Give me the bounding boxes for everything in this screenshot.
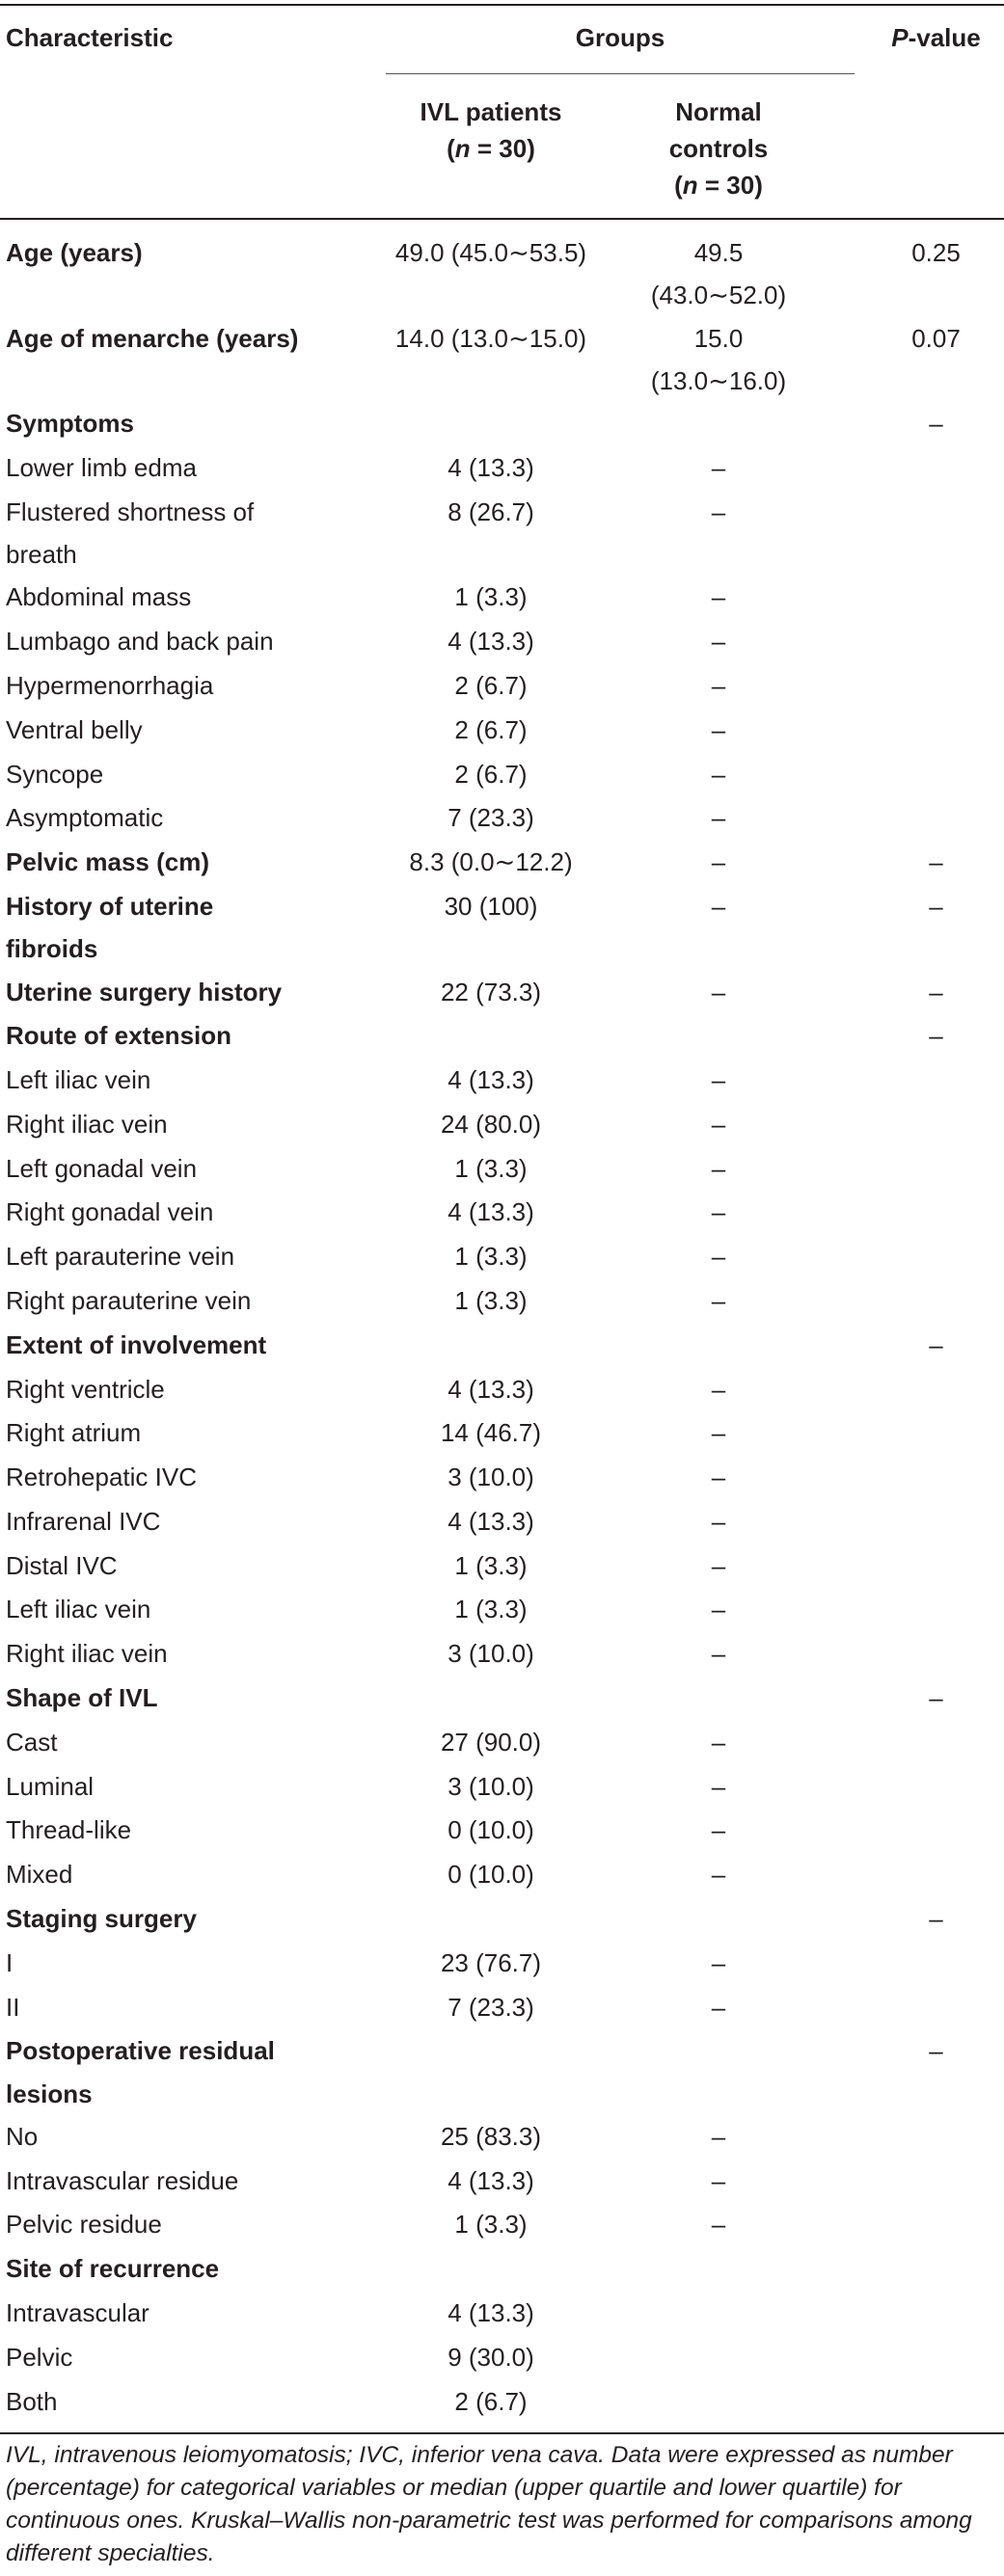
cell-normal-controls: – xyxy=(711,1639,726,1669)
table-row xyxy=(0,1324,1004,1368)
cell-normal-controls: – xyxy=(711,1992,726,2022)
header-characteristic: Characteristic xyxy=(6,23,174,52)
cell-ivl-patients: 22 (73.3) xyxy=(440,977,542,1006)
row-label: No xyxy=(6,2121,39,2151)
table-row xyxy=(0,1588,1004,1632)
header-pvalue xyxy=(868,19,1004,56)
cell-ivl-patients: 8.3 (0.0∼12.2) xyxy=(409,847,573,877)
cell-normal-controls: – xyxy=(711,1550,726,1580)
row-heading: Age (years) xyxy=(6,238,143,267)
table-row xyxy=(0,1411,1004,1456)
cell-ivl-patients: 1 (3.3) xyxy=(454,1595,528,1624)
row-label: Asymptomatic xyxy=(6,803,164,833)
cell-normal-controls: – xyxy=(711,1771,726,1801)
row-label: Right gonadal vein xyxy=(6,1197,214,1227)
row-heading: Symptoms xyxy=(6,409,134,439)
paren-open: ( xyxy=(447,134,455,163)
cell-normal-controls: – xyxy=(711,1595,726,1624)
row-label: Syncope xyxy=(6,759,104,789)
row-heading: Postoperative residual lesions xyxy=(6,2036,275,2108)
header-ivl-patients xyxy=(386,94,596,167)
header-rule xyxy=(0,218,1004,220)
cell-ivl-patients: 1 (3.3) xyxy=(454,2210,528,2240)
cell-normal-controls: 15.0 (13.0∼16.0) xyxy=(650,323,787,395)
cell-normal-controls: – xyxy=(711,1815,726,1845)
table-row xyxy=(0,317,1004,403)
cell-ivl-patients: 24 (80.0) xyxy=(440,1109,542,1139)
cell-ivl-patients: 4 (13.3) xyxy=(448,1197,534,1227)
row-label: Left iliac vein xyxy=(6,1065,151,1095)
cell-normal-controls: – xyxy=(711,2121,726,2151)
table-row xyxy=(0,1853,1004,1897)
header-normal-controls xyxy=(608,94,829,203)
cell-ivl-patients: 4 (13.3) xyxy=(448,453,534,483)
cell-normal-controls: – xyxy=(711,714,726,744)
table-row xyxy=(0,446,1004,491)
cell-ivl-patients: 4 (13.3) xyxy=(448,2298,534,2328)
table-row xyxy=(0,1059,1004,1103)
row-heading: Extent of involvement xyxy=(6,1329,267,1359)
cell-ivl-patients: 4 (13.3) xyxy=(448,2165,534,2195)
cell-ivl-patients: 7 (23.3) xyxy=(448,1992,534,2022)
cell-normal-controls: – xyxy=(711,1418,726,1448)
cell-pvalue: – xyxy=(929,1903,943,1933)
cell-ivl-patients: 27 (90.0) xyxy=(440,1727,542,1757)
row-label: Right ventricle xyxy=(6,1374,165,1404)
cell-ivl-patients: 23 (76.7) xyxy=(440,1947,542,1977)
row-label: Flustered shortness of breath xyxy=(6,496,255,570)
cell-ivl-patients: 3 (10.0) xyxy=(448,1639,534,1669)
cell-ivl-patients: 9 (30.0) xyxy=(448,2342,534,2372)
cell-normal-controls: – xyxy=(711,1727,726,1757)
table-row xyxy=(0,1368,1004,1412)
cell-ivl-patients: 14.0 (13.0∼15.0) xyxy=(394,323,587,353)
table-row xyxy=(0,753,1004,797)
cell-normal-controls: – xyxy=(711,891,726,921)
cell-ivl-patients: 1 (3.3) xyxy=(454,1286,528,1315)
cell-normal-controls: – xyxy=(711,582,726,612)
cell-normal-controls: – xyxy=(711,2210,726,2240)
table-row xyxy=(0,971,1004,1015)
cell-pvalue: – xyxy=(929,847,943,877)
cell-ivl-patients: 2 (6.7) xyxy=(454,671,528,700)
header-pvalue-italic: P xyxy=(891,23,909,52)
cell-ivl-patients: 8 (26.7) xyxy=(448,496,534,526)
table-row xyxy=(0,620,1004,664)
row-label: Lumbago and back pain xyxy=(6,627,274,657)
table-row xyxy=(0,1456,1004,1500)
row-label: Thread-like xyxy=(6,1815,132,1845)
cell-ivl-patients: 25 (83.3) xyxy=(440,2121,542,2151)
row-label: Hypermenorrhagia xyxy=(6,671,214,700)
table-row xyxy=(0,1103,1004,1147)
table-row xyxy=(0,2292,1004,2336)
row-heading: Staging surgery xyxy=(6,1903,197,1933)
row-label: Pelvic xyxy=(6,2342,73,2372)
table-row xyxy=(0,491,1004,577)
table-row xyxy=(0,1235,1004,1279)
table-row xyxy=(0,1014,1004,1059)
row-label: Right parauterine vein xyxy=(6,1286,252,1315)
cell-normal-controls: – xyxy=(711,1153,726,1183)
n-symbol: n xyxy=(454,134,471,163)
table-body xyxy=(0,231,1004,2424)
cell-ivl-patients: 0 (10.0) xyxy=(448,1860,534,1890)
table-row xyxy=(0,1677,1004,1721)
header-normal-line3 xyxy=(608,167,829,203)
row-label: Both xyxy=(6,2386,58,2416)
header-groups: Groups xyxy=(575,23,665,52)
bottom-rule xyxy=(0,2432,1004,2434)
header-normal-line1: Normal xyxy=(675,97,762,126)
cell-pvalue: – xyxy=(929,891,943,921)
cell-normal-controls: – xyxy=(711,803,726,833)
row-heading: Shape of IVL xyxy=(6,1683,158,1713)
header-pvalue-rest: -value xyxy=(908,23,981,52)
header-normal-line2: controls xyxy=(668,134,769,163)
row-label: Left gonadal vein xyxy=(6,1153,198,1183)
row-label: II xyxy=(6,1992,20,2022)
cell-normal-controls: – xyxy=(711,847,726,877)
cell-normal-controls: – xyxy=(711,671,726,700)
row-label: Right iliac vein xyxy=(6,1639,168,1669)
paren-open: ( xyxy=(674,171,683,200)
table-row xyxy=(0,1147,1004,1192)
row-label: Infrarenal IVC xyxy=(6,1506,161,1536)
table-row xyxy=(0,1809,1004,1853)
groups-underline xyxy=(386,73,855,74)
cell-pvalue: – xyxy=(929,1683,943,1713)
cell-normal-controls: – xyxy=(711,1374,726,1404)
table-row xyxy=(0,2247,1004,2292)
cell-ivl-patients: 0 (10.0) xyxy=(448,1815,534,1845)
cell-ivl-patients: 2 (6.7) xyxy=(454,759,528,789)
cell-normal-controls: – xyxy=(711,1506,726,1536)
table-footnote: IVL, intravenous leiomyomatosis; IVC, inferior vena cava. Data were expressed as number (percentage) for categorical variables or median (upper quartile and lower quartile) for continuous ones. Kruskal–Wallis non-parametric test was performed for comparisons among different specialties. xyxy=(6,2442,972,2566)
cell-normal-controls: – xyxy=(711,1462,726,1492)
row-label: Luminal xyxy=(6,1771,95,1801)
cell-normal-controls: – xyxy=(711,977,726,1006)
row-heading: History of uterine fibroids xyxy=(6,891,214,964)
cell-pvalue: – xyxy=(929,1021,943,1051)
cell-normal-controls: – xyxy=(711,1242,726,1272)
table-row xyxy=(0,664,1004,709)
row-label: Intravascular xyxy=(6,2298,149,2328)
header-ivl-line2 xyxy=(386,130,596,167)
cell-normal-controls: – xyxy=(711,1286,726,1315)
table-row xyxy=(0,2203,1004,2247)
table-row xyxy=(0,402,1004,446)
cell-ivl-patients: 30 (100) xyxy=(444,891,538,921)
row-label: Lower limb edma xyxy=(6,453,197,483)
table-row xyxy=(0,1942,1004,1986)
table-row xyxy=(0,1986,1004,2030)
cell-ivl-patients: 7 (23.3) xyxy=(448,803,534,833)
cell-ivl-patients: 14 (46.7) xyxy=(440,1418,542,1448)
row-label: Left iliac vein xyxy=(6,1595,151,1624)
cell-ivl-patients: 2 (6.7) xyxy=(454,2386,528,2416)
table-row xyxy=(0,1191,1004,1235)
table-row xyxy=(0,1765,1004,1810)
top-rule xyxy=(0,4,1004,6)
header-ivl-line1: IVL patients xyxy=(420,97,562,126)
table-row xyxy=(0,1500,1004,1544)
row-heading: Site of recurrence xyxy=(6,2254,220,2284)
table-row xyxy=(0,1897,1004,1942)
table-row xyxy=(0,1721,1004,1765)
row-label: I xyxy=(6,1947,14,1977)
n-value: = 30) xyxy=(697,171,763,200)
cell-ivl-patients: 4 (13.3) xyxy=(448,1065,534,1095)
cell-ivl-patients: 4 (13.3) xyxy=(448,1506,534,1536)
cell-ivl-patients: 2 (6.7) xyxy=(454,714,528,744)
cell-ivl-patients: 4 (13.3) xyxy=(448,1374,534,1404)
row-label: Pelvic residue xyxy=(6,2210,162,2240)
row-label: Ventral belly xyxy=(6,714,143,744)
cell-normal-controls: – xyxy=(711,2165,726,2195)
row-label: Left parauterine vein xyxy=(6,1242,235,1272)
cell-normal-controls: – xyxy=(711,1109,726,1139)
cell-ivl-patients: 3 (10.0) xyxy=(448,1462,534,1492)
table-row xyxy=(0,1279,1004,1324)
row-heading: Route of extension xyxy=(6,1021,232,1051)
row-label: Cast xyxy=(6,1727,58,1757)
row-heading: Age of menarche (years) xyxy=(6,323,299,353)
table-row xyxy=(0,2380,1004,2425)
cell-normal-controls: 49.5 (43.0∼52.0) xyxy=(650,238,787,310)
cell-ivl-patients: 1 (3.3) xyxy=(454,1242,528,1272)
cell-ivl-patients: 1 (3.3) xyxy=(454,1153,528,1183)
row-heading: Uterine surgery history xyxy=(6,977,283,1006)
cell-pvalue: – xyxy=(929,977,943,1006)
cell-normal-controls: – xyxy=(711,1065,726,1095)
cell-pvalue: – xyxy=(929,409,943,439)
cell-normal-controls: – xyxy=(711,453,726,483)
cell-normal-controls: – xyxy=(711,759,726,789)
cell-ivl-patients: 3 (10.0) xyxy=(448,1771,534,1801)
row-label: Abdominal mass xyxy=(6,582,192,612)
cell-normal-controls: – xyxy=(711,1197,726,1227)
row-label: Right atrium xyxy=(6,1418,142,1448)
row-label: Mixed xyxy=(6,1860,73,1890)
cell-normal-controls: – xyxy=(711,496,726,526)
cell-normal-controls: – xyxy=(711,1947,726,1977)
table-row xyxy=(0,796,1004,841)
cell-ivl-patients: 1 (3.3) xyxy=(454,1550,528,1580)
table-row xyxy=(0,231,1004,317)
cell-normal-controls: – xyxy=(711,627,726,657)
cell-pvalue: – xyxy=(929,2036,943,2066)
table-row xyxy=(0,885,1004,971)
cell-normal-controls: – xyxy=(711,1860,726,1890)
row-label: Intravascular residue xyxy=(6,2165,239,2195)
table-row xyxy=(0,2336,1004,2380)
cell-ivl-patients: 4 (13.3) xyxy=(448,627,534,657)
cell-ivl-patients: 49.0 (45.0∼53.5) xyxy=(394,238,587,267)
row-label: Right iliac vein xyxy=(6,1109,168,1139)
row-label: Distal IVC xyxy=(6,1550,118,1580)
table-row xyxy=(0,1544,1004,1589)
table-row xyxy=(0,2115,1004,2160)
n-symbol: n xyxy=(682,171,698,200)
row-label: Retrohepatic IVC xyxy=(6,1462,197,1492)
table-row xyxy=(0,2160,1004,2204)
table-row xyxy=(0,1632,1004,1677)
table-row xyxy=(0,841,1004,885)
table-row xyxy=(0,576,1004,620)
table-row xyxy=(0,2029,1004,2115)
cell-pvalue: 0.25 xyxy=(911,238,961,267)
n-value: = 30) xyxy=(470,134,535,163)
row-heading: Pelvic mass (cm) xyxy=(6,847,210,877)
cell-pvalue: 0.07 xyxy=(911,323,961,353)
cell-pvalue: – xyxy=(929,1329,943,1359)
table-row xyxy=(0,709,1004,753)
cell-ivl-patients: 1 (3.3) xyxy=(454,582,528,612)
